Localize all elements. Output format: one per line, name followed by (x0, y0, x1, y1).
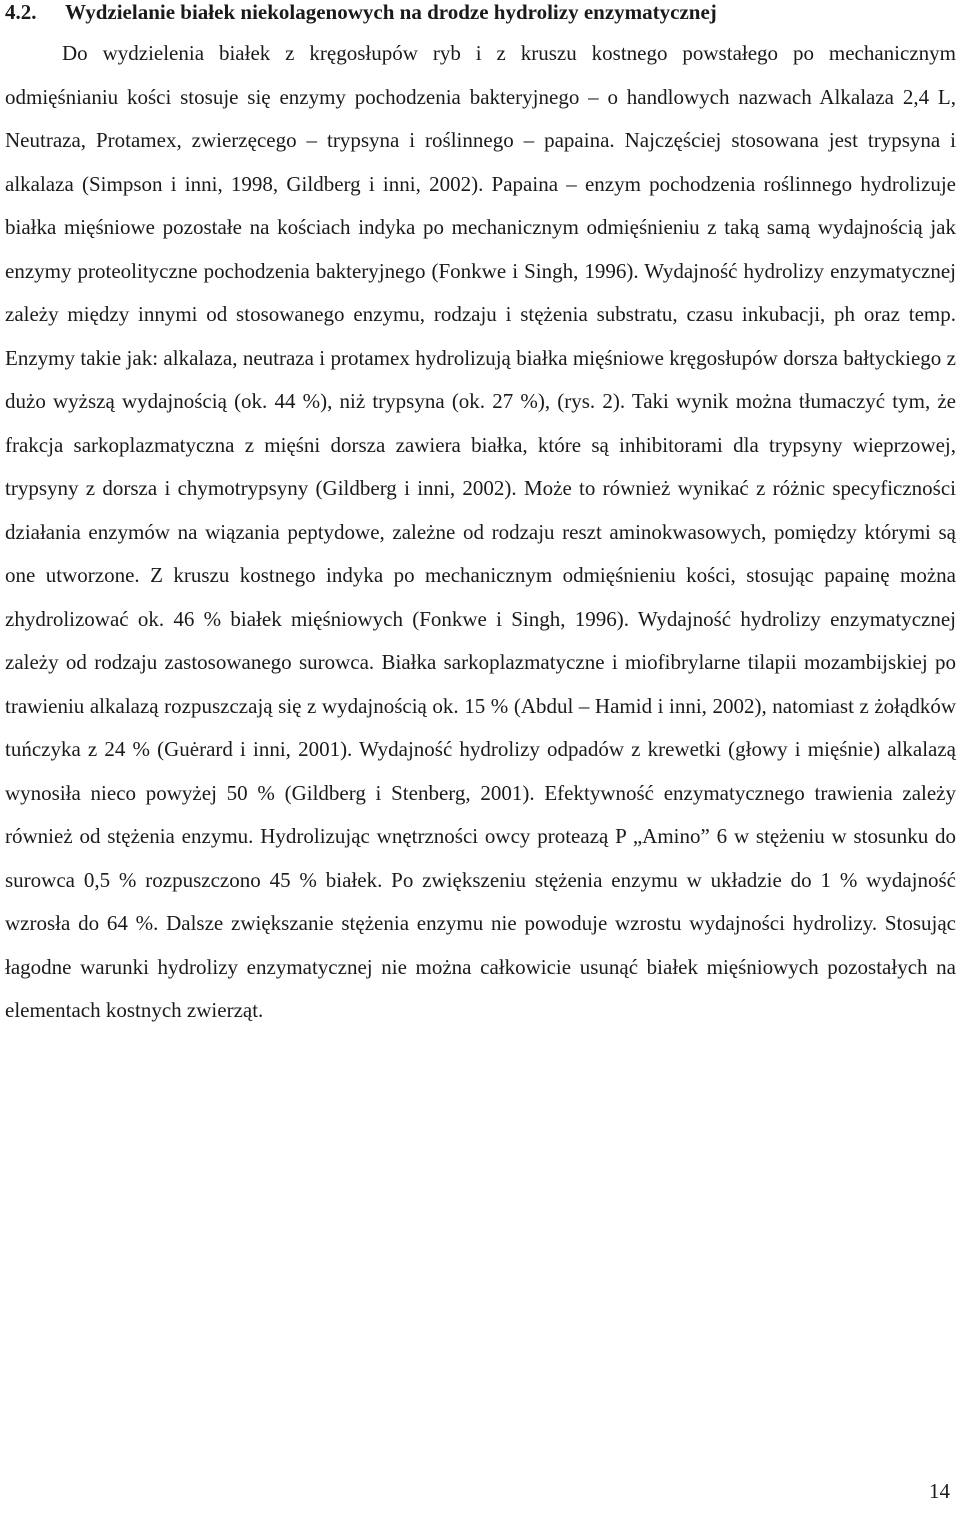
body-paragraph: Do wydzielenia białek z kręgosłupów ryb i z kruszu kostnego powstałego po mechanicznym odmięśnianiu kości stosuje się enzymy pochodzenia bakteryjnego – o handlowych nazwach Alkalaza 2,4 L, Neutraza, Protamex, zwierzęcego – trypsyna i roślinnego – papaina. Najczęściej stosowana jest trypsyna i alkalaza (Simpson i inni, 1998, Gildberg i inni, 2002). Papaina – enzym pochodzenia roślinnego hydrolizuje białka mięśniowe pozostałe na kościach indyka po mechanicznym odmięśnieniu z taką samą wydajnością jak enzymy proteolityczne pochodzenia bakteryjnego (Fonkwe i Singh, 1996). Wydajność hydrolizy enzymatycznej zależy między innymi od stosowanego enzymu, rodzaju i stężenia substratu, czasu inkubacji, ph oraz temp. Enzymy takie jak: alkalaza, neutraza i protamex hydrolizują białka mięśniowe kręgosłupów dorsza bałtyckiego z dużo wyższą wydajnością (ok. 44 %), niż trypsyna (ok. 27 %), (rys. 2). Taki wynik można tłumaczyć tym, że frakcja sarkoplazmatyczna z mięśni dorsza zawiera białka, które są inhibitorami dla trypsyny wieprzowej, trypsyny z dorsza i chymotrypsyny (Gildberg i inni, 2002). Może to również wynikać z różnic specyficzności działania enzymów na wiązania peptydowe, zależne od rodzaju reszt aminokwasowych, pomiędzy którymi są one utworzone. Z kruszu kostnego indyka po mechanicznym odmięśnieniu kości, stosując papainę można zhydrolizować ok. 46 % białek mięśniowych (Fonkwe i Singh, 1996). Wydajność hydrolizy enzymatycznej zależy od rodzaju zastosowanego surowca. Białka sarkoplazmatyczne i miofibrylarne tilapii mozambijskiej po trawieniu alkalazą rozpuszczają się z wydajnością ok. 15 % (Abdul – Hamid i inni, 2002), natomiast z żołądków tuńczyka z 24 % (Guėrard i inni, 2001). Wydajność hydrolizy odpadów z krewetki (głowy i mięśnie) alkalazą wynosiła nieco powyżej 50 % (Gildberg i Stenberg, 2001). Efektywność enzymatycznego trawienia zależy również od stężenia enzymu. Hydrolizując wnętrzności owcy proteazą P „Amino” 6 w stężeniu w stosunku do surowca 0,5 % rozpuszczono 45 % białek. Po zwiększeniu stężenia enzymu w układzie do 1 % wydajność wzrosła do 64 %. Dalsze zwiększanie stężenia enzymu nie powoduje wzrostu wydajności hydrolizy. Stosując łagodne warunki hydrolizy enzymatycznej nie można całkowicie usunąć białek mięśniowych pozostałych na elementach kostnych zwierząt. (5, 41, 956, 1022)
section-title: Wydzielanie białek niekolagenowych na drodze hydrolizy enzymatycznej (65, 0, 717, 24)
page-number: 14 (929, 1479, 950, 1503)
section-heading (5, 0, 717, 28)
section-number: 4.2. (5, 0, 37, 24)
